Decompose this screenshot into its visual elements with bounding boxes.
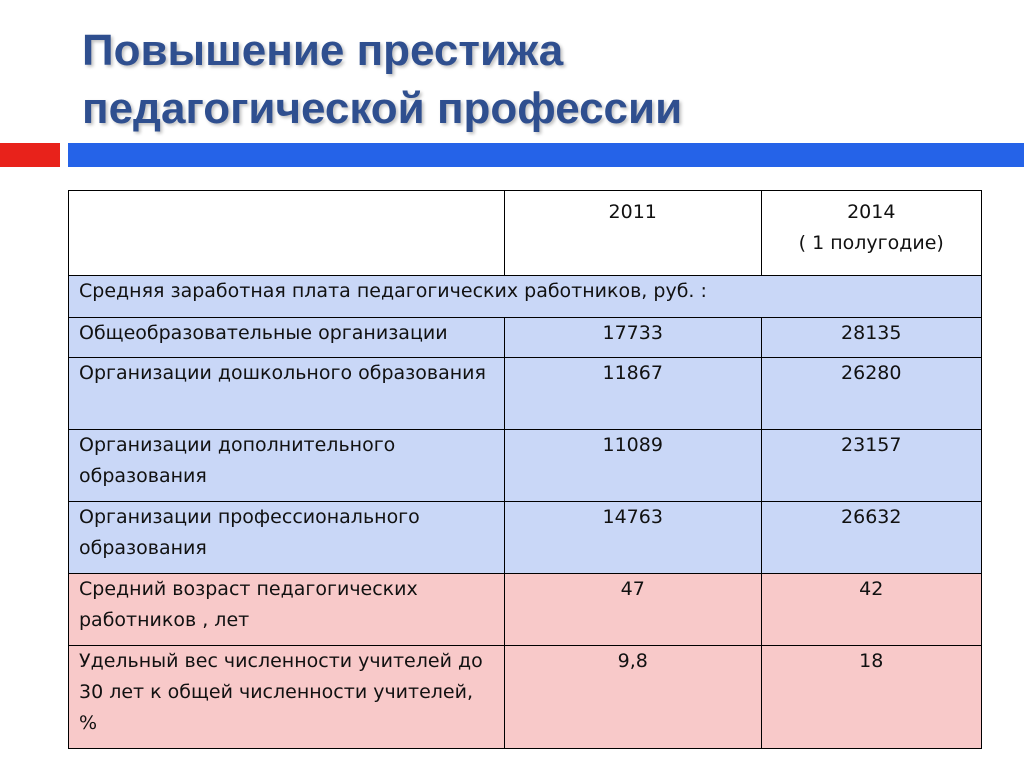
table-row: [69, 430, 982, 502]
row-value-2011: 14763: [504, 502, 761, 574]
table-row: [69, 646, 982, 749]
data-table: [68, 190, 982, 749]
decor-bar-blue: [68, 143, 1024, 167]
row-value-2014: 18: [761, 646, 982, 749]
decor-bar-red: [0, 143, 60, 167]
row-label: Общеобразовательные организации: [69, 318, 505, 358]
header-2014: [761, 191, 982, 276]
row-label: Организации дошкольного образования: [69, 358, 505, 430]
row-value-2011: 17733: [504, 318, 761, 358]
row-value-2014: 42: [761, 574, 982, 646]
row-value-2011: 11089: [504, 430, 761, 502]
row-label: Удельный вес численности учителей до 30 лет к общей численности учителей, %: [69, 646, 505, 749]
table-row: [69, 574, 982, 646]
section-row-salary: [69, 276, 982, 318]
row-value-2014: 23157: [761, 430, 982, 502]
table-row: [69, 502, 982, 574]
table-row: [69, 358, 982, 430]
row-value-2014: 28135: [761, 318, 982, 358]
header-2014-label: 2014: [847, 201, 896, 223]
slide-title-line2: педагогической профессии: [82, 84, 683, 133]
row-value-2011: 11867: [504, 358, 761, 430]
header-2011: [504, 191, 761, 276]
header-2011-label: 2011: [608, 201, 657, 223]
row-label: Средний возраст педагогических работников , лет: [69, 574, 505, 646]
row-label: Организации дополнительного образования: [69, 430, 505, 502]
section-label-salary: Средняя заработная плата педагогических работников, руб. :: [69, 276, 982, 318]
slide-title-line1: Повышение престижа: [82, 26, 564, 75]
row-label: Организации профессионального образования: [69, 502, 505, 574]
row-value-2014: 26280: [761, 358, 982, 430]
header-corner-cell: [69, 191, 505, 276]
table-row: [69, 318, 982, 358]
row-value-2011: 47: [504, 574, 761, 646]
row-value-2014: 26632: [761, 502, 982, 574]
table-header-row: [69, 191, 982, 276]
row-value-2011: 9,8: [504, 646, 761, 749]
slide-title: [82, 22, 982, 138]
header-2014-sub: ( 1 полугодие): [798, 232, 944, 254]
